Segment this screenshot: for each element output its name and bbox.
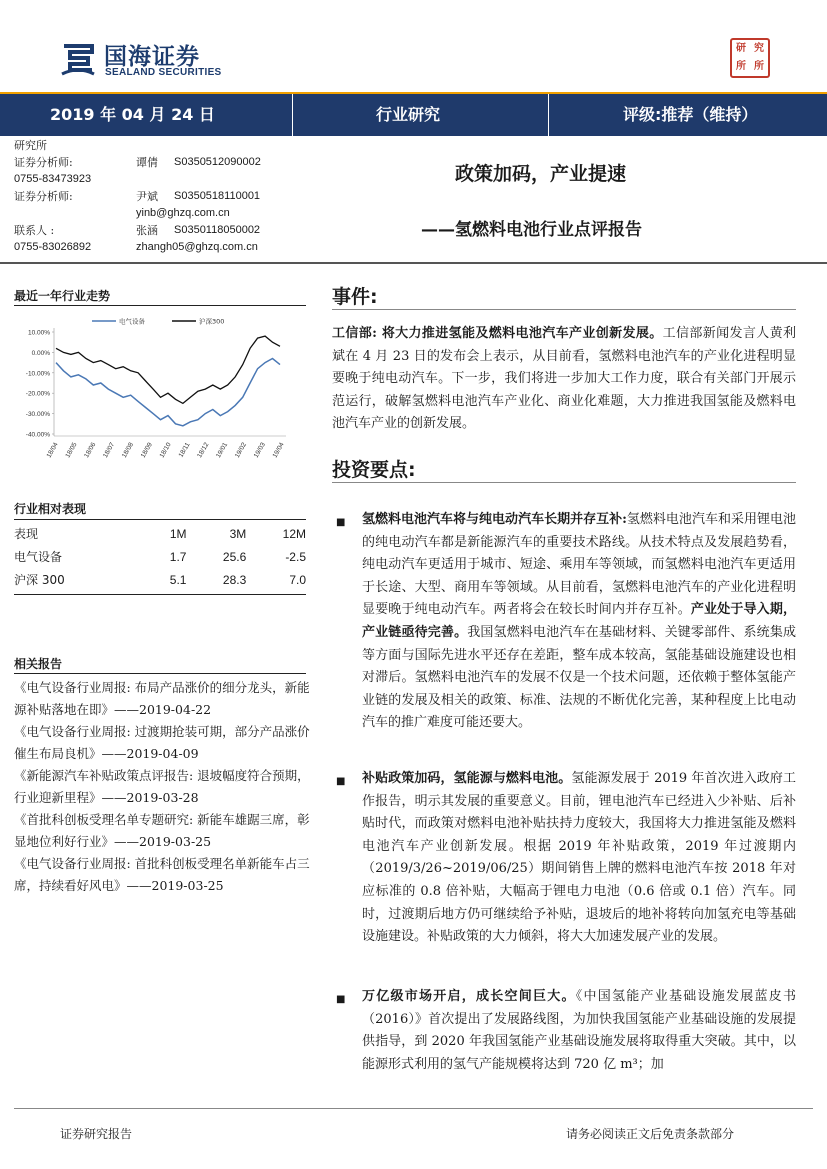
event-paragraph: 工信部: 将大力推进氢能及燃料电池汽车产业创新发展。工信部新闻发言人黄利斌在 4 月 23 日的发布会上表示，从目前看，氢燃料电池汽车的产业化进程明显要晚于纯电动汽车。下一步，我们将进一步加大工作力度，联合有关部门开展示范运行，破解氢燃料电池汽车产业化、商业化难题，大力推进我国氢能及燃料电池汽车产业的创新发展。 xyxy=(332,326,796,432)
x-tick-label: 19/03 xyxy=(252,441,267,460)
legend-label: 沪深300 xyxy=(199,317,225,326)
company-name-cn: 国海证券 xyxy=(104,44,200,70)
header-banner xyxy=(0,92,827,136)
y-tick-label: -30.00% xyxy=(25,411,50,419)
table-row: 沪深 300 5.1 28.3 7.0 xyxy=(14,572,306,587)
institute-seal: 研 究 所 所 xyxy=(730,38,770,78)
institute-label: 研究所 xyxy=(14,139,47,152)
y-tick-label: -40.00% xyxy=(25,431,50,439)
x-tick-label: 18/09 xyxy=(139,441,154,460)
event-heading: 事件: xyxy=(332,286,378,308)
x-tick-label: 19/04 xyxy=(271,441,286,460)
report-date: 2019 年 04 月 24 日 xyxy=(50,105,215,124)
y-tick-label: -10.00% xyxy=(25,370,50,378)
x-tick-label: 19/02 xyxy=(233,441,249,460)
table-row: 电气设备 1.7 25.6 -2.5 xyxy=(14,549,306,564)
performance-heading: 行业相对表现 xyxy=(14,502,87,516)
rating: 评级:推荐（维持） xyxy=(623,105,758,124)
x-tick-label: 18/08 xyxy=(120,441,136,460)
y-tick-label: -20.00% xyxy=(25,390,50,398)
related-report-item[interactable]: 《电气设备行业周报: 过渡期抢装可期，部分产品涨价催生布局良机》——2019-04-09 xyxy=(14,724,310,761)
x-tick-label: 18/11 xyxy=(177,441,192,459)
x-tick-label: 18/05 xyxy=(64,441,79,460)
related-report-item[interactable]: 《电气设备行业周报: 布局产品涨价的细分龙头，新能源补贴落地在即》——2019-04-22 xyxy=(14,680,310,717)
trend-chart xyxy=(14,310,306,480)
x-tick-label: 18/06 xyxy=(83,441,98,460)
series-line-1 xyxy=(56,359,280,426)
footer-left: 证券研究报告 xyxy=(60,1127,133,1141)
bullet-icon: ■ xyxy=(336,776,346,787)
series-line-2 xyxy=(56,336,280,403)
invest-point-3: 万亿级市场开启，成长空间巨大。《中国氢能产业基础设施发展蓝皮书（2016）》首次提出了发展路线图，为加快我国氢能产业基础设施的发展提供指导，到 2020 年我国氢能产业基础设施发展将取得重大突破。其中，以能源形式利用的氢气产能规模将达到 720 亿 m³；加 xyxy=(362,989,796,1072)
related-report-item[interactable]: 《首批科创板受理名单专题研究: 新能车雄踞三席，彰显地位利好行业》——2019-03-25 xyxy=(14,812,310,849)
y-tick-label: 10.00% xyxy=(27,329,50,337)
table-header-row: 表现 1M 3M 12M xyxy=(14,526,306,541)
bullet-icon: ■ xyxy=(336,517,346,528)
related-report-item[interactable]: 《新能源汽车补贴政策点评报告: 退坡幅度符合预期，行业迎新里程》——2019-03-28 xyxy=(14,768,310,805)
x-tick-label: 18/07 xyxy=(102,441,117,460)
legend-label: 电气设备 xyxy=(119,317,145,326)
performance-table xyxy=(14,522,306,591)
related-report-item[interactable]: 《电气设备行业周报: 首批科创板受理名单新能车占三席，持续看好风电》——2019-03-25 xyxy=(14,856,310,893)
x-tick-label: 19/01 xyxy=(215,441,230,460)
invest-point-2: 补贴政策加码，氢能源与燃料电池。氢能源发展于 2019 年首次进入政府工作报告，明示其发展的重要意义。目前，锂电池汽车已经进入少补贴、后补贴时代，而政策对燃料电池补贴扶持力度较大，我国将大力推进氢能及燃料电池汽车产业创新发展。根据 2019 年补贴政策，2019 年过渡期内（2019/3/26~2019/06/25）期间销售上牌的燃料电池汽车按 2018 年对应标准的 0.8 倍补贴，大幅高于锂电力电池（0.6 倍或 0.1 倍）汽车。同时，过渡期后地方仍可继续给予补贴，退坡后的地补将转向加氢充电等基础设施建设。补贴政策的大力倾斜，将大大加速发展产业的发展。 xyxy=(362,771,796,945)
report-type: 行业研究 xyxy=(376,105,441,124)
company-logo-icon xyxy=(58,38,98,78)
report-subtitle: ——氢燃料电池行业点评报告 xyxy=(421,220,642,240)
y-tick-label: 0.00% xyxy=(31,349,50,357)
related-heading: 相关报告 xyxy=(14,657,63,671)
x-tick-label: 18/04 xyxy=(45,441,60,460)
trend-heading: 最近一年行业走势 xyxy=(14,289,111,303)
bullet-icon: ■ xyxy=(336,994,346,1005)
company-name-en: SEALAND SECURITIES xyxy=(105,67,222,78)
footer-right: 请务必阅读正文后免责条款部分 xyxy=(566,1127,735,1141)
x-tick-label: 18/12 xyxy=(196,441,211,460)
invest-heading: 投资要点: xyxy=(332,459,416,481)
invest-point-1: 氢燃料电池汽车将与纯电动汽车长期并存互补:氢燃料电池汽车和采用锂电池的纯电动汽车都是新能源汽车的重要技术路线。从技术特点及发展趋势看，纯电动汽车更适用于城市、短途、乘用车等领域，而氢燃料电池汽车更适用于长途、大型、商用车等领域。从目前看，氢燃料电池汽车的产业化进程明显要晚于纯电动汽车。两者将会在较长时间内并存互补。产业处于导入期，产业链亟待完善。我国氢燃料电池汽车在基础材料、关键零部件、系统集成等方面与国际先进水平还存在差距，整车成本较高，氢能基础设施建设也相对滞后。氢燃料电池汽车的发展不仅是一个技术问题，还依赖于整体氢能产业链的发展及相关的政策、标准、法规的不断优化完善，某种程度上比电动汽车的推广难度可能还要大。 xyxy=(362,512,796,731)
report-title: 政策加码，产业提速 xyxy=(455,163,627,185)
x-tick-label: 18/10 xyxy=(158,441,173,460)
